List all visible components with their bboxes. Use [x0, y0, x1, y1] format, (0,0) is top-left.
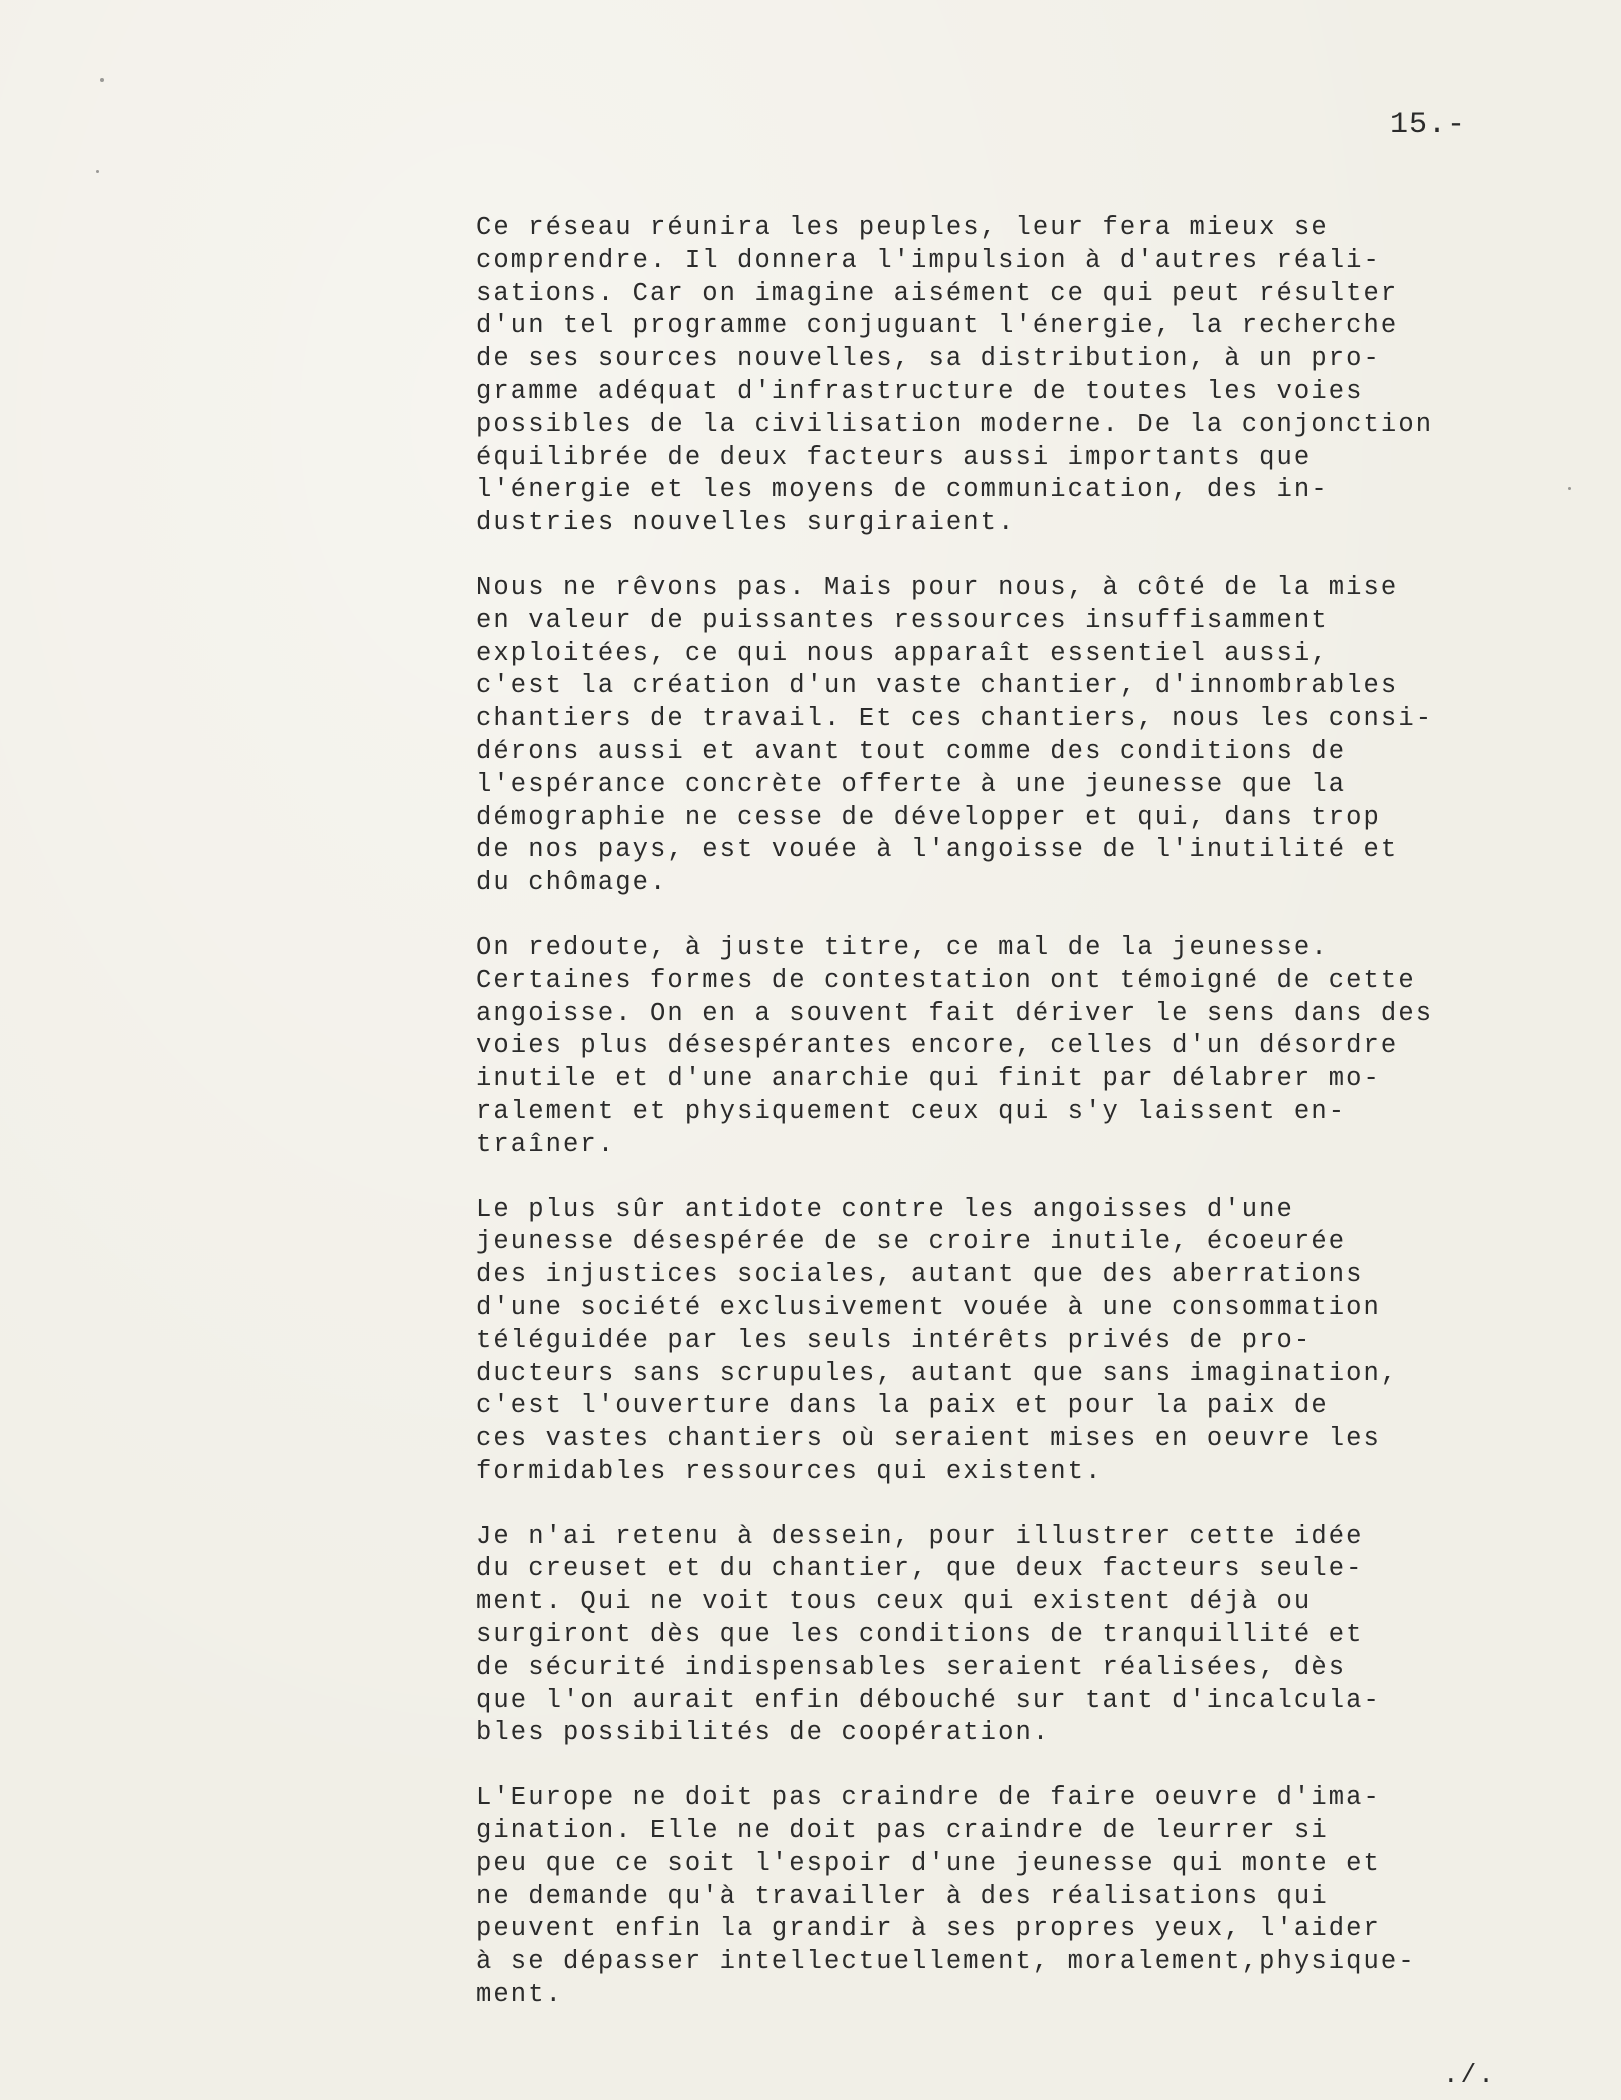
text-line: Ce réseau réunira les peuples, leur fera mieux se: [476, 213, 1329, 242]
text-line: de nos pays, est vouée à l'angoisse de l'inutilité et: [476, 835, 1399, 865]
paper-speck: [96, 170, 99, 173]
paper-speck: [100, 78, 104, 82]
text-line: l'espérance concrète offerte à une jeunesse que la: [476, 769, 1347, 799]
text-line: du chômage.: [476, 868, 668, 898]
text-line: équilibrée de deux facteurs aussi importants que: [476, 442, 1312, 472]
text-line: gramme adéquat d'infrastructure de toutes les voies: [476, 376, 1364, 406]
text-line: jeunesse désespérée de se croire inutile, écoeurée: [476, 1227, 1347, 1257]
text-line: inutile et d'une anarchie qui finit par délabrer mo-: [476, 1064, 1381, 1094]
text-line: comprendre. Il donnera l'impulsion à d'autres réali-: [476, 245, 1381, 275]
text-line: ment.: [476, 1980, 564, 2010]
text-line: d'une société exclusivement vouée à une consommation: [476, 1292, 1381, 1322]
text-line: Le plus sûr antidote contre les angoisses d'une: [476, 1194, 1294, 1224]
text-line: dérons aussi et avant tout comme des conditions de: [476, 736, 1347, 766]
text-line: chantiers de travail. Et ces chantiers, nous les consi-: [476, 704, 1434, 734]
paragraph: [476, 1521, 1606, 1751]
paragraph: [476, 572, 1606, 900]
text-line: c'est l'ouverture dans la paix et pour la paix de: [476, 1391, 1329, 1421]
text-line: de sécurité indispensables seraient réalisées, dès: [476, 1652, 1347, 1682]
paragraph: [476, 1782, 1606, 2012]
text-line: ces vastes chantiers où seraient mises en oeuvre les: [476, 1424, 1381, 1454]
text-line: surgiront dès que les conditions de tranquillité et: [476, 1620, 1364, 1650]
text-line: d'un tel programme conjuguant l'énergie, la recherche: [476, 311, 1399, 341]
text-line: c'est la création d'un vaste chantier, d'innombrables: [476, 671, 1399, 701]
paper-speck: [1568, 487, 1571, 490]
text-line: dustries nouvelles surgiraient.: [476, 508, 1016, 538]
text-line: l'énergie et les moyens de communication, des in-: [476, 475, 1329, 505]
paragraph: [476, 932, 1606, 1162]
text-line: peu que ce soit l'espoir d'une jeunesse qui monte et: [476, 1848, 1381, 1878]
text-line: formidables ressources qui existent.: [476, 1456, 1103, 1486]
text-line: angoisse. On en a souvent fait dériver le sens dans des: [476, 998, 1434, 1028]
text-line: On redoute, à juste titre, ce mal de la jeunesse.: [476, 932, 1329, 962]
text-line: bles possibilités de coopération.: [476, 1718, 1051, 1748]
text-line: des injustices sociales, autant que des aberrations: [476, 1260, 1364, 1290]
text-line: ducteurs sans scrupules, autant que sans imagination,: [476, 1358, 1399, 1388]
text-line: de ses sources nouvelles, sa distribution, à un pro-: [476, 344, 1381, 374]
text-line: Nous ne rêvons pas. Mais pour nous, à côté de la mise: [476, 572, 1399, 602]
text-line: en valeur de puissantes ressources insuffisamment: [476, 605, 1329, 635]
page-number: 15.-: [1390, 108, 1467, 142]
text-line: ralement et physiquement ceux qui s'y laissent en-: [476, 1096, 1347, 1126]
text-line: que l'on aurait enfin débouché sur tant d'incalcula-: [476, 1685, 1381, 1715]
text-line: traîner.: [476, 1129, 616, 1159]
text-line: Certaines formes de contestation ont témoigné de cette: [476, 965, 1416, 995]
paragraph: [476, 212, 1606, 540]
body-text: [476, 212, 1606, 2044]
text-line: sations. Car on imagine aisément ce qui peut résulter: [476, 278, 1399, 308]
paragraph: [476, 1194, 1606, 1489]
text-line: voies plus désespérantes encore, celles d'un désordre: [476, 1031, 1399, 1061]
text-line: Je n'ai retenu à dessein, pour illustrer cette idée: [476, 1521, 1364, 1551]
text-line: ment. Qui ne voit tous ceux qui existent déjà ou: [476, 1587, 1312, 1617]
text-line: exploitées, ce qui nous apparaît essentiel aussi,: [476, 638, 1329, 668]
text-line: démographie ne cesse de développer et qui, dans trop: [476, 802, 1381, 832]
text-line: gination. Elle ne doit pas craindre de leurrer si: [476, 1816, 1329, 1846]
text-line: téléguidée par les seuls intérêts privés de pro-: [476, 1325, 1312, 1355]
text-line: à se dépasser intellectuellement, moralement,physique-: [476, 1947, 1416, 1977]
continuation-mark: ./.: [1443, 2060, 1496, 2090]
text-line: possibles de la civilisation moderne. De la conjonction: [476, 409, 1434, 439]
text-line: peuvent enfin la grandir à ses propres yeux, l'aider: [476, 1914, 1381, 1944]
text-line: ne demande qu'à travailler à des réalisations qui: [476, 1881, 1329, 1911]
text-line: L'Europe ne doit pas craindre de faire oeuvre d'ima-: [476, 1783, 1381, 1813]
text-line: du creuset et du chantier, que deux facteurs seule-: [476, 1554, 1364, 1584]
